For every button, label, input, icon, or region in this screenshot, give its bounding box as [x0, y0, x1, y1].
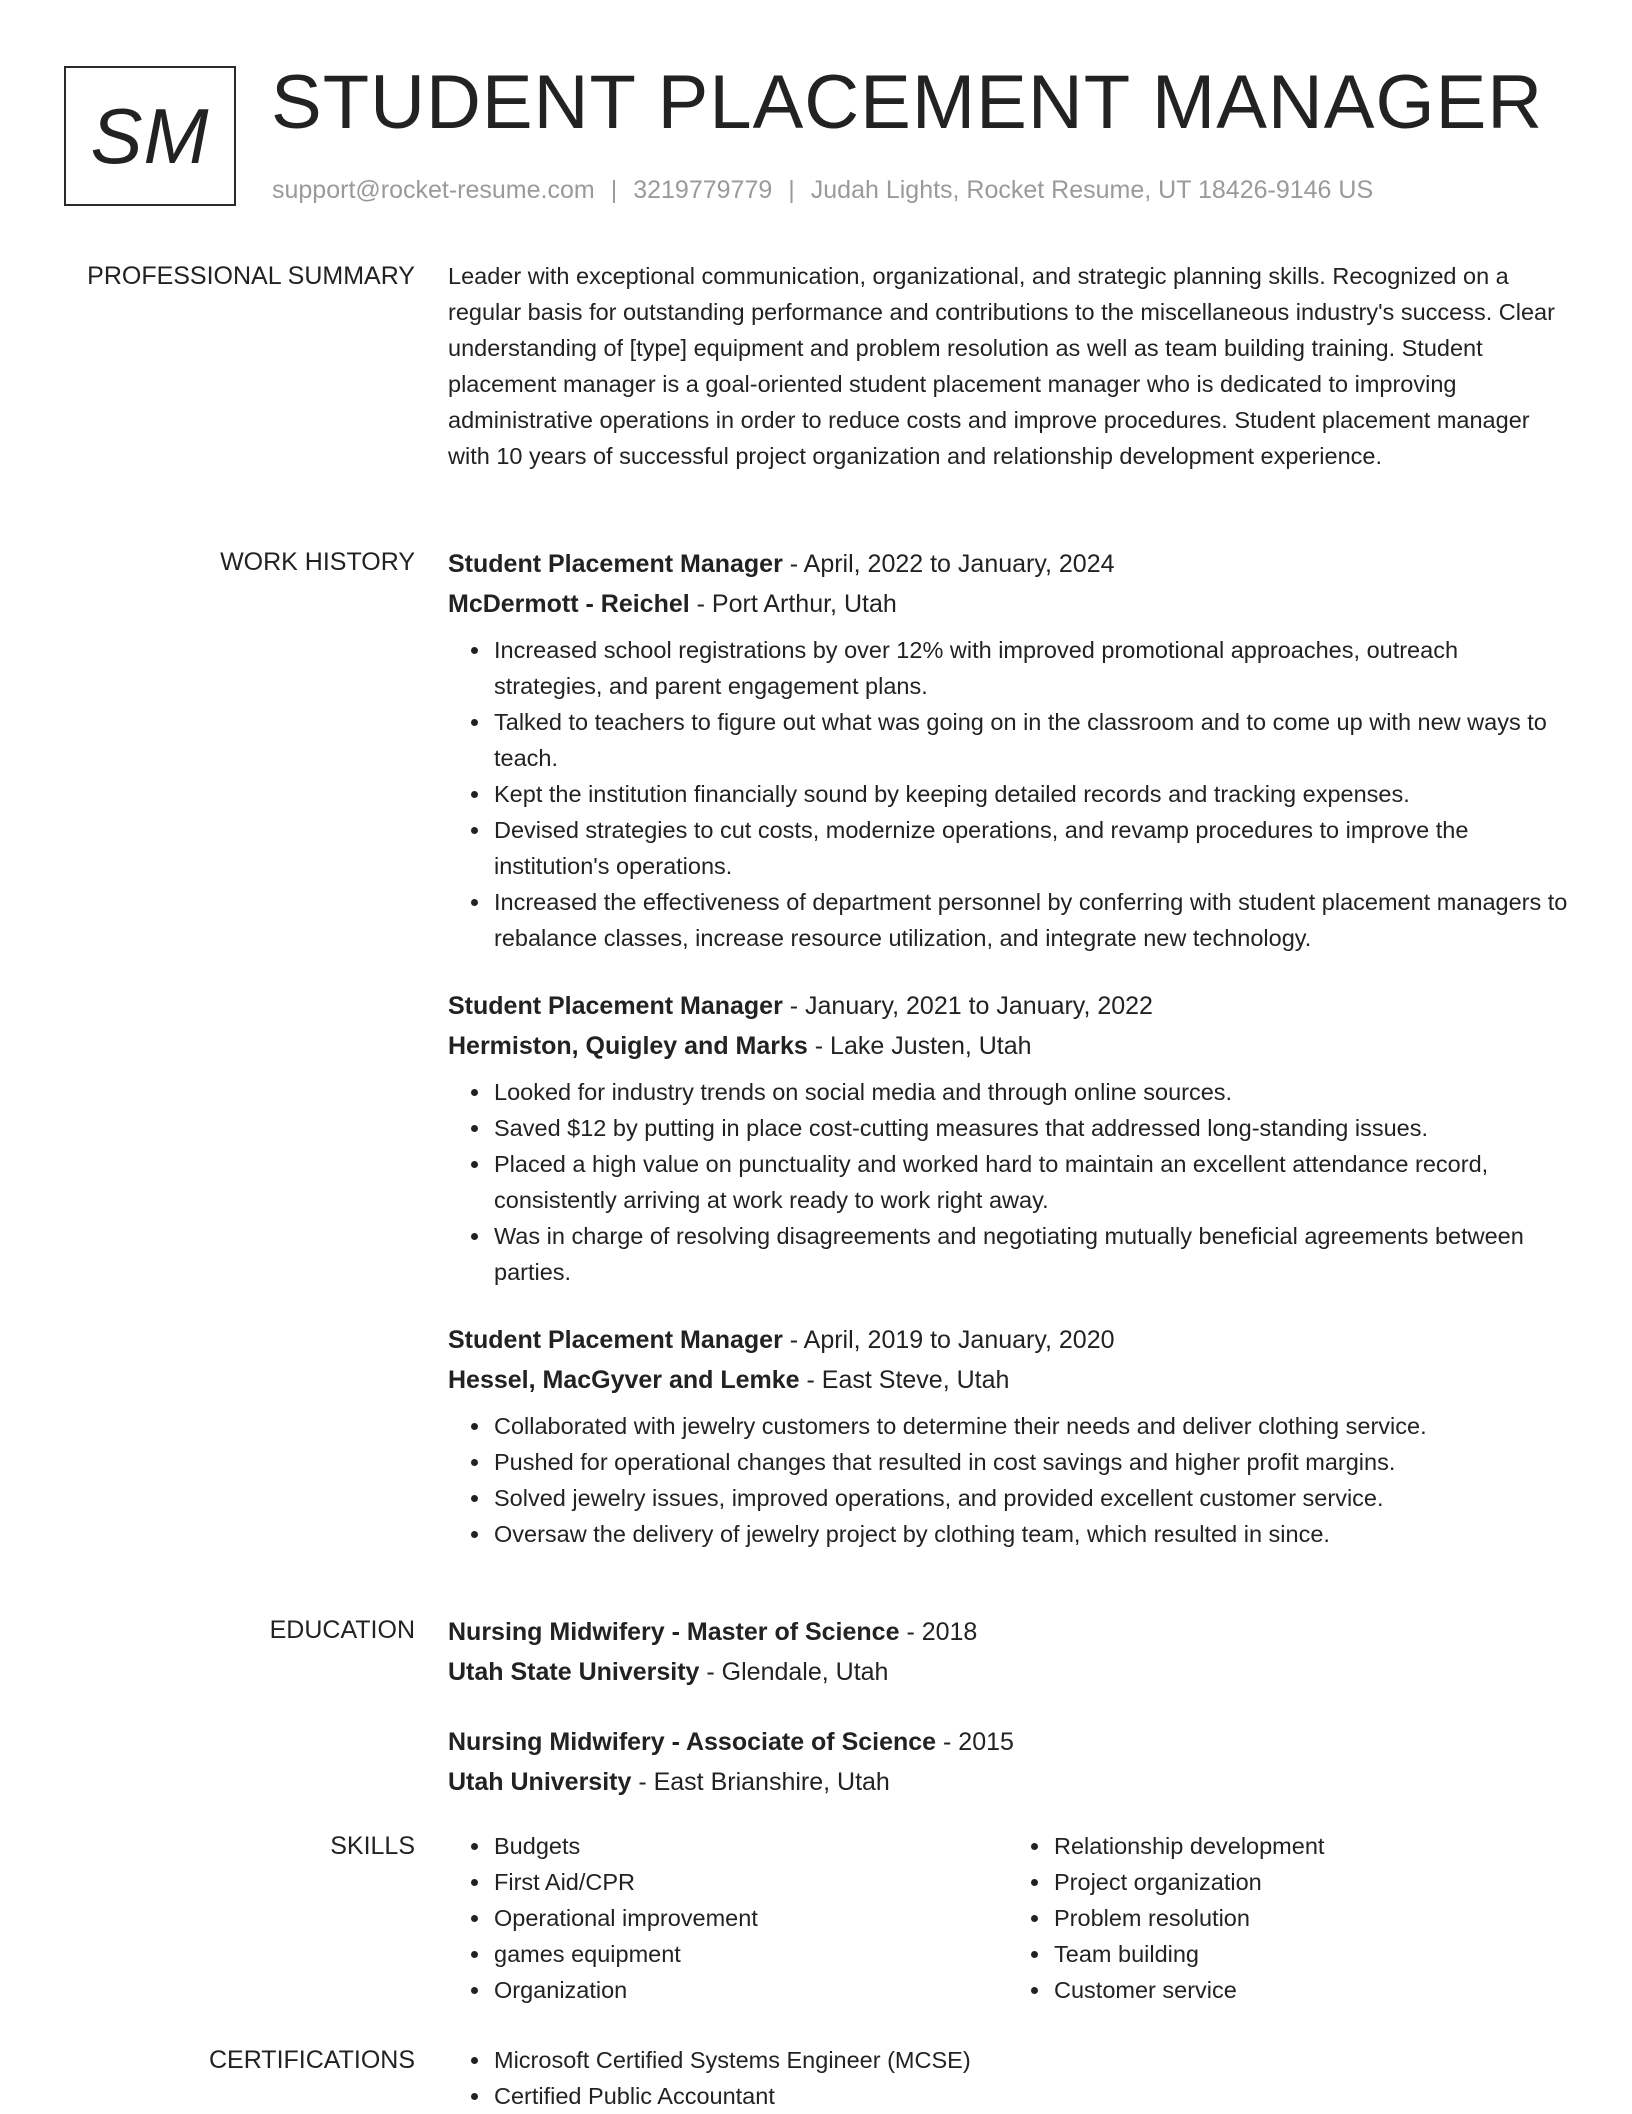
- contact-address: Judah Lights, Rocket Resume, UT 18426-9146 US: [810, 176, 1374, 204]
- job-dates: - April, 2022 to January, 2024: [782, 550, 1115, 578]
- contact-separator: |: [788, 176, 795, 204]
- job-bullet: • Kept the institution financially sound by keeping detailed records and tracking expenses.: [492, 776, 1568, 812]
- education-entry: [448, 1722, 1568, 1802]
- job-bullet: • Increased school registrations by over 12% with improved promotional approaches, outreach strategies, and parent engagement plans.: [492, 632, 1568, 704]
- work-history-heading: WORK HISTORY: [220, 548, 415, 576]
- resume-title: STUDENT PLACEMENT MANAGER: [271, 60, 1544, 145]
- school-line: [448, 1762, 1568, 1802]
- skill-item: • Team building: [1052, 1936, 1568, 1972]
- job-bullet: • Was in charge of resolving disagreements and negotiating mutually beneficial agreements between parties.: [492, 1218, 1568, 1290]
- certifications-list: [448, 2042, 1568, 2114]
- contact-line: [272, 175, 1373, 205]
- job-company-line: [448, 584, 1568, 624]
- skills-list-right: [1008, 1828, 1568, 2008]
- degree-year: - 2015: [936, 1728, 1014, 1756]
- work-history-body: [448, 544, 1568, 1582]
- skills-body: [448, 1828, 1568, 2008]
- job-dates: - January, 2021 to January, 2022: [782, 992, 1153, 1020]
- certifications-heading: CERTIFICATIONS: [208, 2046, 415, 2074]
- contact-phone[interactable]: 3219779779: [633, 176, 773, 204]
- skill-item: • Operational improvement: [492, 1900, 1008, 1936]
- degree-line: [448, 1722, 1568, 1762]
- job-bullet: • Looked for industry trends on social media and through online sources.: [492, 1074, 1568, 1110]
- job-title-line: [448, 1320, 1568, 1360]
- job-bullet: • Saved $12 by putting in place cost-cutting measures that addressed long-standing issues.: [492, 1110, 1568, 1146]
- job-bullet: • Increased the effectiveness of department personnel by conferring with student placement managers to rebalance classes, increase resource utilization, and integrate new technology.: [492, 884, 1568, 956]
- job-location: - Lake Justen, Utah: [807, 1032, 1032, 1060]
- degree-name: Nursing Midwifery - Master of Science: [448, 1618, 900, 1646]
- job-bullet: • Placed a high value on punctuality and worked hard to maintain an excellent attendance record, consistently arriving at work ready to work right away.: [492, 1146, 1568, 1218]
- skills-list-left: [448, 1828, 1008, 2008]
- job-entry: [448, 1320, 1568, 1552]
- school-name: Utah University: [448, 1768, 632, 1796]
- education-body: [448, 1612, 1568, 1832]
- school-location: - Glendale, Utah: [699, 1658, 889, 1686]
- education-entry: [448, 1612, 1568, 1692]
- contact-email[interactable]: support@rocket-resume.com: [272, 176, 595, 204]
- job-company-line: [448, 1026, 1568, 1066]
- job-entry: [448, 544, 1568, 956]
- skill-item: • games equipment: [492, 1936, 1008, 1972]
- job-entry: [448, 986, 1568, 1290]
- job-location: - East Steve, Utah: [799, 1366, 1010, 1394]
- job-bullet: • Talked to teachers to figure out what was going on in the classroom and to come up with new ways to teach.: [492, 704, 1568, 776]
- certification-item: • Certified Public Accountant: [492, 2078, 1568, 2114]
- job-dates: - April, 2019 to January, 2020: [782, 1326, 1115, 1354]
- degree-line: [448, 1612, 1568, 1652]
- job-bullet: • Pushed for operational changes that resulted in cost savings and higher profit margins.: [492, 1444, 1568, 1480]
- skill-item: • Project organization: [1052, 1864, 1568, 1900]
- job-title: Student Placement Manager: [448, 550, 783, 578]
- job-bullet: • Oversaw the delivery of jewelry project by clothing team, which resulted in since.: [492, 1516, 1568, 1552]
- job-company: Hessel, MacGyver and Lemke: [448, 1366, 800, 1394]
- certification-item: • Microsoft Certified Systems Engineer (MCSE): [492, 2042, 1568, 2078]
- summary-text: Leader with exceptional communication, organizational, and strategic planning skills. Recognized on a regular basis for outstanding performance and contributions to the miscellaneous industry's success. Clear understanding of [type] equipment and problem resolution as well as team building training. Student placement manager is a goal-oriented student placement manager who is dedicated to improving administrative operations in order to reduce costs and improve procedures. Student placement manager with 10 years of successful project organization and relationship development experience.: [448, 263, 1555, 469]
- job-bullets: [448, 1074, 1568, 1290]
- contact-separator: |: [610, 176, 618, 204]
- skill-item: • Relationship development: [1052, 1828, 1568, 1864]
- certifications-body: [448, 2042, 1568, 2114]
- job-company: McDermott - Reichel: [448, 590, 690, 618]
- job-company: Hermiston, Quigley and Marks: [448, 1032, 808, 1060]
- skill-item: • Problem resolution: [1052, 1900, 1568, 1936]
- job-title-line: [448, 986, 1568, 1026]
- skill-item: • First Aid/CPR: [492, 1864, 1008, 1900]
- job-bullets: [448, 1408, 1568, 1552]
- job-title-line: [448, 544, 1568, 584]
- skill-item: • Budgets: [492, 1828, 1008, 1864]
- job-bullet: • Collaborated with jewelry customers to determine their needs and deliver clothing service.: [492, 1408, 1568, 1444]
- skills-heading: SKILLS: [330, 1832, 415, 1860]
- skill-item: • Customer service: [1052, 1972, 1568, 2008]
- school-name: Utah State University: [448, 1658, 700, 1686]
- degree-year: - 2018: [899, 1618, 978, 1646]
- job-bullet: • Solved jewelry issues, improved operations, and provided excellent customer service.: [492, 1480, 1568, 1516]
- job-location: - Port Arthur, Utah: [689, 590, 897, 618]
- job-bullets: [448, 632, 1568, 956]
- job-title: Student Placement Manager: [448, 1326, 783, 1354]
- degree-name: Nursing Midwifery - Associate of Science: [448, 1728, 937, 1756]
- job-company-line: [448, 1360, 1568, 1400]
- school-location: - East Brianshire, Utah: [631, 1768, 890, 1796]
- school-line: [448, 1652, 1568, 1692]
- summary-heading: PROFESSIONAL SUMMARY: [87, 262, 415, 290]
- monogram-initials: SM: [90, 91, 210, 180]
- skill-item: • Organization: [492, 1972, 1008, 2008]
- education-heading: EDUCATION: [269, 1616, 415, 1644]
- job-bullet: • Devised strategies to cut costs, modernize operations, and revamp procedures to improve the institution's operations.: [492, 812, 1568, 884]
- job-title: Student Placement Manager: [448, 992, 783, 1020]
- monogram-box: [64, 66, 236, 206]
